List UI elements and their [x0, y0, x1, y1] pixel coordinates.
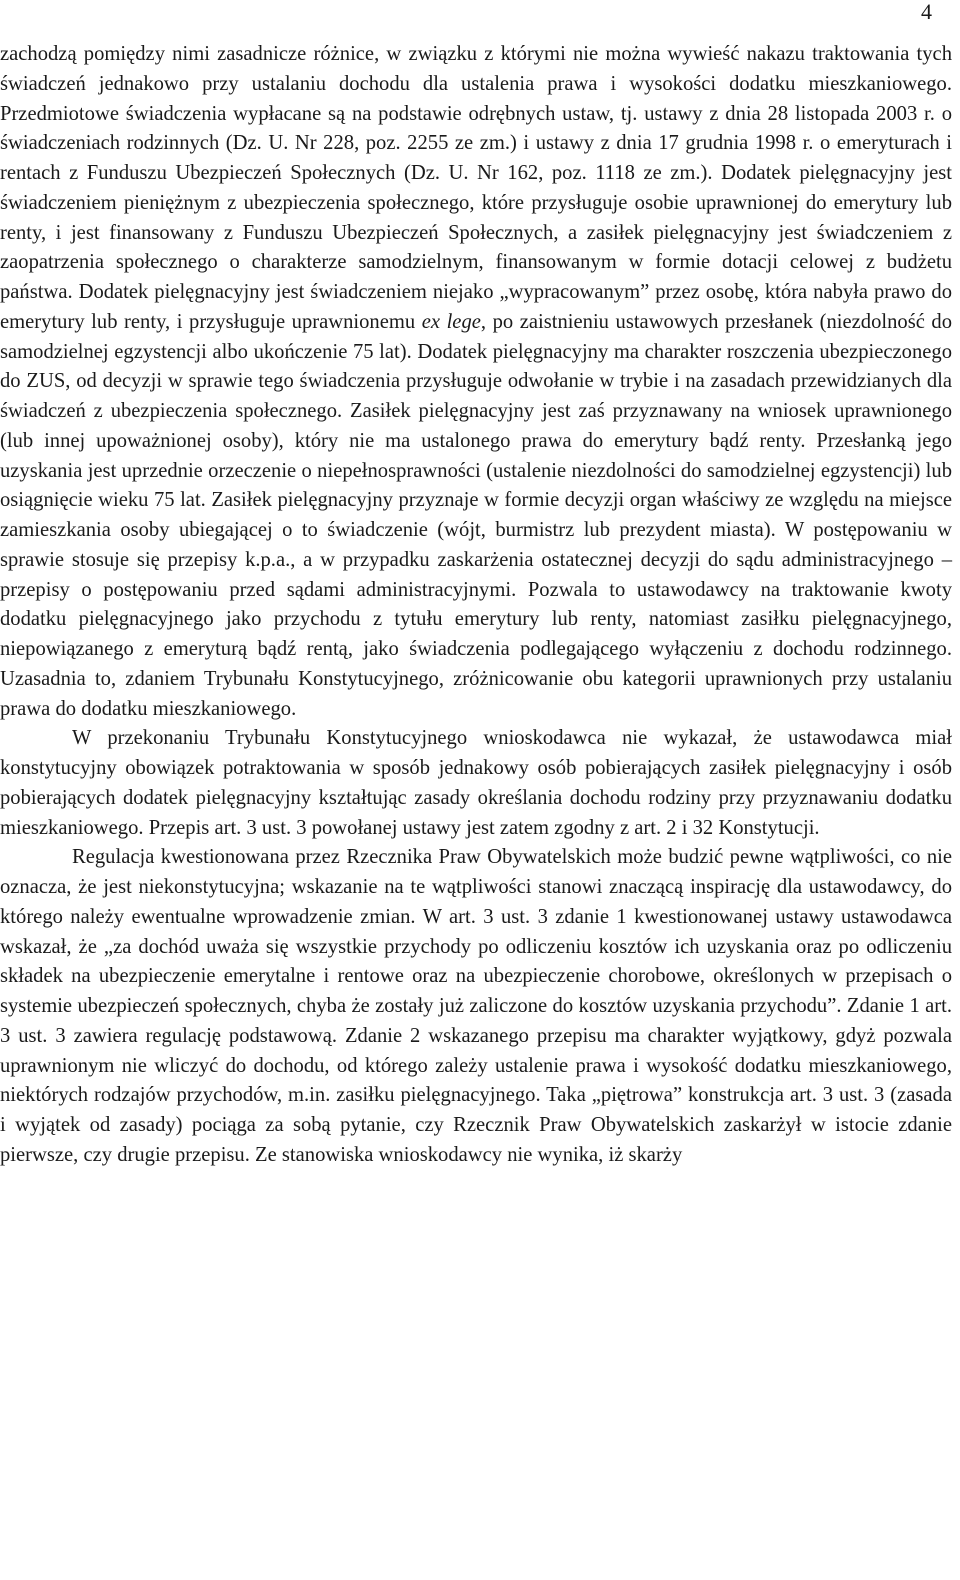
latin-term-ex-lege: ex lege: [421, 310, 481, 333]
page-number: 4: [921, 0, 932, 24]
paragraph-1: [0, 40, 952, 724]
paragraph-1-text-a: zachodzą pomiędzy nimi zasadnicze różnice, w związku z którymi nie można wywieść nakazu traktowania tych świadczeń jednakowo przy ustalaniu dochodu dla ustalenia prawa i wysokości dodatku mieszkaniowego. Przedmiotowe świadczenia wypłacane są na podstawie odrębnych ustaw, tj. ustawy z dnia 28 listopada 2003 r. o świadczeniach rodzinnych (Dz. U. Nr 228, poz. 2255 ze zm.) i ustawy z dnia 17 grudnia 1998 r. o emeryturach i rentach z Funduszu Ubezpieczeń Społecznych (Dz. U. Nr 162, poz. 1118 ze zm.). Dodatek pielęgnacyjny jest świadczeniem pieniężnym z ubezpieczenia społecznego, które przysługuje osobie uprawnionej do emerytury lub renty, i jest finansowany z Funduszu Ubezpieczeń Społecznych, a zasiłek pielęgnacyjny jest świadczeniem z zaopatrzenia społecznego o charakterze samodzielnym, finansowanym w formie dotacji celowej z budżetu państwa. Dodatek pielęgnacyjny jest świadczeniem niejako „wypracowanym” przez osobę, która nabyła prawo do emerytury lub renty, i przysługuje uprawnionemu: [0, 43, 952, 333]
document-body: [0, 40, 952, 1171]
paragraph-1-text-b: , po zaistnieniu ustawowych przesłanek (niezdolność do samodzielnej egzystencji albo ukończenie 75 lat). Dodatek pielęgnacyjny ma charakter roszczenia ubezpieczonego do ZUS, od decyzji w sprawie tego świadczenia przysługuje odwołanie w trybie i na zasadach przewidzianych dla świadczeń z ubezpieczenia społecznego. Zasiłek pielęgnacyjny jest zaś przyznawany na wniosek uprawnionego (lub innej upoważnionej osoby), który nie ma ustalonego prawa do emerytury bądź renty. Przesłanką jego uzyskania jest uprzednie orzeczenie o niepełnosprawności (ustalenie niezdolności do samodzielnej egzystencji) lub osiągnięcie wieku 75 lat. Zasiłek pielęgnacyjny przyznaje w formie decyzji organ właściwy ze względu na miejsce zamieszkania osoby ubiegającej o to świadczenie (wójt, burmistrz lub prezydent miasta). W postępowaniu w sprawie stosuje się przepisy k.p.a., a w przypadku zaskarżenia ostatecznej decyzji do sądu administracyjnego – przepisy o postępowaniu przed sądami administracyjnymi. Pozwala to ustawodawcy na traktowanie kwoty dodatku pielęgnacyjnego jako przychodu z tytułu emerytury lub renty, natomiast zasiłku pielęgnacyjnego, niepowiązanego z emeryturą bądź rentą, jako świadczenia podlegającego wyłączeniu z dochodu rodzinnego. Uzasadnia to, zdaniem Trybunału Konstytucyjnego, zróżnicowanie obu kategorii uprawnionych przy ustalaniu prawa do dodatku mieszkaniowego.: [0, 310, 952, 720]
paragraph-2: W przekonaniu Trybunału Konstytucyjnego wnioskodawca nie wykazał, że ustawodawca miał konstytucyjny obowiązek potraktowania w sposób jednakowy osób pobierających zasiłek pielęgnacyjny i osób pobierających dodatek pielęgnacyjny kształtując zasady określania dochodu rodziny przy przyznawaniu dodatku mieszkaniowego. Przepis art. 3 ust. 3 powołanej ustawy jest zatem zgodny z art. 2 i 32 Konstytucji.: [0, 727, 952, 839]
paragraph-3: Regulacja kwestionowana przez Rzecznika Praw Obywatelskich może budzić pewne wątpliwości, co nie oznacza, że jest niekonstytucyjna; wskazanie na te wątpliwości stanowi znaczącą inspirację dla ustawodawcy, do którego należy ewentualne wprowadzenie zmian. W art. 3 ust. 3 zdanie 1 kwestionowanej ustawy ustawodawca wskazał, że „za dochód uważa się wszystkie przychody po odliczeniu kosztów ich uzyskania oraz po odliczeniu składek na ubezpieczenie emerytalne i rentowe oraz na ubezpieczenie chorobowe, określonych w przepisach o systemie ubezpieczeń społecznych, chyba że zostały już zaliczone do kosztów uzyskania przychodu”. Zdanie 1 art. 3 ust. 3 zawiera regulację podstawową. Zdanie 2 wskazanego przepisu ma charakter wyjątkowy, gdyż pozwala uprawnionym nie wliczyć do dochodu, od którego zależy ustalenie prawa i wysokość dodatku mieszkaniowego, niektórych rodzajów przychodów, m.in. zasiłku pielęgnacyjnego. Taka „piętrowa” konstrukcja art. 3 ust. 3 (zasada i wyjątek od zasady) pociąga za sobą pytanie, czy Rzecznik Praw Obywatelskich zaskarżył w istocie zdanie pierwsze, czy drugie przepisu. Ze stanowiska wnioskodawcy nie wynika, iż skarży: [0, 846, 952, 1166]
